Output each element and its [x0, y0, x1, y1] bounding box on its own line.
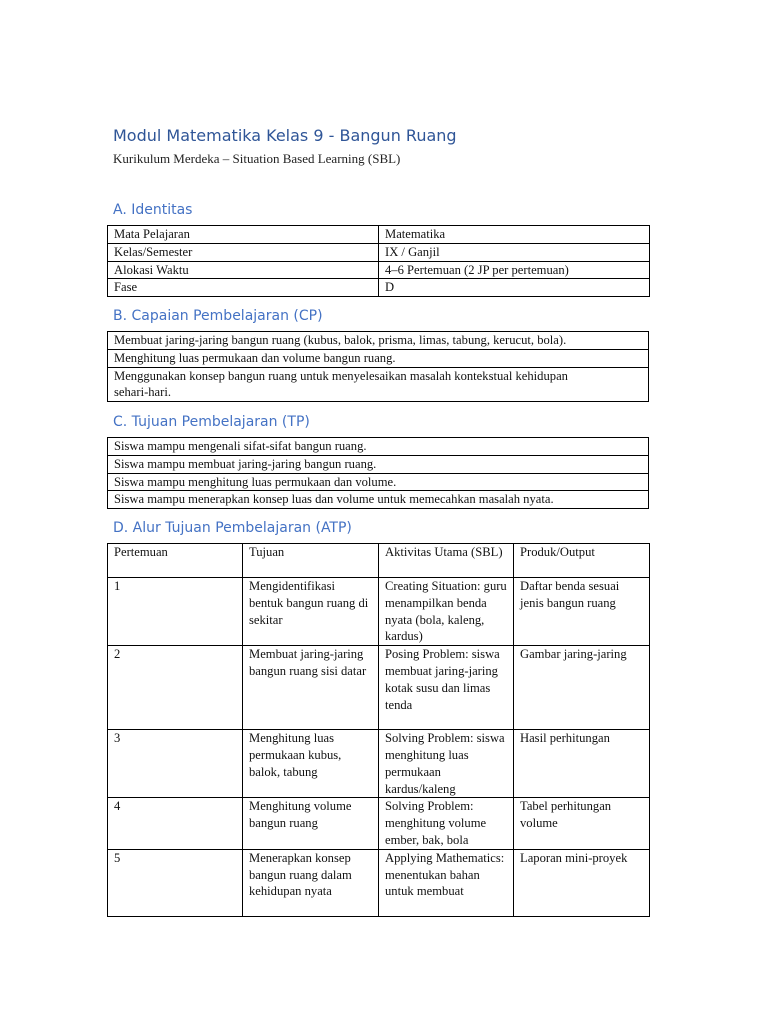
identitas-label: Fase	[108, 279, 379, 297]
atp-table	[107, 543, 650, 917]
tp-table	[107, 437, 649, 509]
atp-produk: Tabel perhitungan volume	[514, 798, 650, 849]
identitas-table	[107, 225, 650, 297]
table-row	[108, 243, 650, 261]
identitas-label: Mata Pelajaran	[108, 226, 379, 244]
table-row	[108, 332, 649, 350]
table-row	[108, 473, 649, 491]
atp-produk: Laporan mini-proyek	[514, 849, 650, 916]
tp-item: Siswa mampu membuat jaring-jaring bangun ruang.	[108, 455, 649, 473]
atp-aktivitas: Solving Problem: siswa menghitung luas permukaan kardus/kaleng	[379, 730, 514, 798]
atp-produk: Daftar benda sesuai jenis bangun ruang	[514, 578, 650, 646]
atp-aktivitas: Solving Problem: menghitung volume ember, bak, bola	[379, 798, 514, 849]
table-row	[108, 491, 649, 509]
tp-item: Siswa mampu mengenali sifat-sifat bangun ruang.	[108, 438, 649, 456]
cp-item: Menggunakan konsep bangun ruang untuk menyelesaikan masalah kontekstual kehidupan sehari-hari.	[108, 367, 649, 402]
heading-identitas: A. Identitas	[113, 202, 193, 218]
column-header: Pertemuan	[108, 544, 243, 578]
document-title: Modul Matematika Kelas 9 - Bangun Ruang	[113, 126, 457, 145]
identitas-label: Kelas/Semester	[108, 243, 379, 261]
table-header-row	[108, 544, 650, 578]
heading-tp: C. Tujuan Pembelajaran (TP)	[113, 414, 310, 430]
heading-cp: B. Capaian Pembelajaran (CP)	[113, 308, 323, 324]
identitas-value: Matematika	[379, 226, 650, 244]
table-row	[108, 349, 649, 367]
table-row	[108, 226, 650, 244]
atp-tujuan: Membuat jaring-jaring bangun ruang sisi datar	[243, 646, 379, 730]
column-header: Aktivitas Utama (SBL)	[379, 544, 514, 578]
atp-aktivitas: Applying Mathematics: menentukan bahan untuk membuat	[379, 849, 514, 916]
table-row	[108, 455, 649, 473]
atp-tujuan: Menghitung luas permukaan kubus, balok, tabung	[243, 730, 379, 798]
table-row	[108, 798, 650, 849]
atp-produk: Gambar jaring-jaring	[514, 646, 650, 730]
atp-pertemuan: 3	[108, 730, 243, 798]
identitas-value: D	[379, 279, 650, 297]
table-row	[108, 261, 650, 279]
atp-pertemuan: 5	[108, 849, 243, 916]
atp-tujuan: Menerapkan konsep bangun ruang dalam kehidupan nyata	[243, 849, 379, 916]
table-row	[108, 730, 650, 798]
table-row	[108, 279, 650, 297]
heading-atp: D. Alur Tujuan Pembelajaran (ATP)	[113, 520, 352, 536]
column-header: Produk/Output	[514, 544, 650, 578]
tp-item: Siswa mampu menerapkan konsep luas dan volume untuk memecahkan masalah nyata.	[108, 491, 649, 509]
column-header: Tujuan	[243, 544, 379, 578]
table-row	[108, 367, 649, 402]
atp-produk: Hasil perhitungan	[514, 730, 650, 798]
atp-tujuan: Mengidentifikasi bentuk bangun ruang di sekitar	[243, 578, 379, 646]
tp-item: Siswa mampu menghitung luas permukaan dan volume.	[108, 473, 649, 491]
table-row	[108, 849, 650, 916]
table-row	[108, 578, 650, 646]
atp-tujuan: Menghitung volume bangun ruang	[243, 798, 379, 849]
atp-pertemuan: 4	[108, 798, 243, 849]
document-subtitle: Kurikulum Merdeka – Situation Based Learning (SBL)	[113, 151, 401, 166]
table-row	[108, 438, 649, 456]
cp-item: Menghitung luas permukaan dan volume bangun ruang.	[108, 349, 649, 367]
atp-pertemuan: 2	[108, 646, 243, 730]
identitas-value: 4–6 Pertemuan (2 JP per pertemuan)	[379, 261, 650, 279]
cp-item: Membuat jaring-jaring bangun ruang (kubus, balok, prisma, limas, tabung, kerucut, bola).	[108, 332, 649, 350]
identitas-label: Alokasi Waktu	[108, 261, 379, 279]
atp-pertemuan: 1	[108, 578, 243, 646]
atp-aktivitas: Creating Situation: guru menampilkan benda nyata (bola, kaleng, kardus)	[379, 578, 514, 646]
identitas-value: IX / Ganjil	[379, 243, 650, 261]
table-row	[108, 646, 650, 730]
atp-aktivitas: Posing Problem: siswa membuat jaring-jaring kotak susu dan limas tenda	[379, 646, 514, 730]
cp-table	[107, 331, 649, 402]
